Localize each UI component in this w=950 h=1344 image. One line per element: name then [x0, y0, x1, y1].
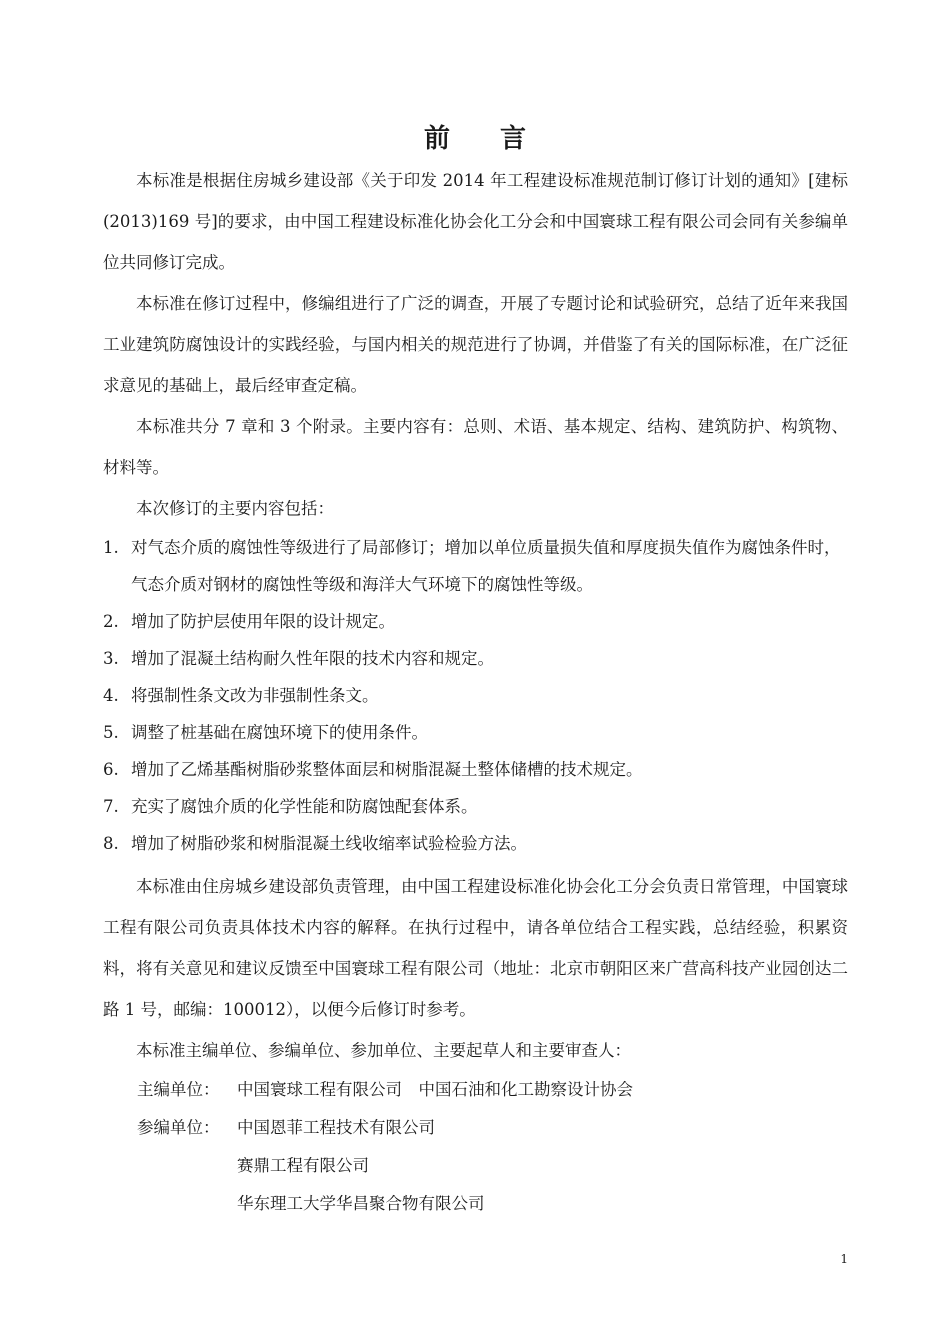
preface-body [103, 160, 848, 1223]
list-item-text: 将强制性条文改为非强制性条文。 [131, 686, 379, 705]
list-item [103, 677, 848, 714]
list-item-number: 8. [103, 834, 119, 853]
paragraph-contents: 本标准共分 7 章和 3 个附录。主要内容有：总则、术语、基本规定、结构、建筑防护、构筑物、材料等。 [103, 417, 848, 477]
revision-list [103, 529, 848, 862]
page-title [0, 118, 950, 155]
chief-unit-row [103, 1071, 848, 1109]
participating-unit: 华东理工大学华昌聚合物有限公司 [237, 1194, 485, 1213]
participating-unit: 中国恩菲工程技术有限公司 [237, 1118, 435, 1137]
participating-unit: 赛鼎工程有限公司 [237, 1156, 369, 1175]
paragraph-basis: 本标准是根据住房城乡建设部《关于印发 2014 年工程建设标准规范制订修订计划的通知》[建标(2013)169 号]的要求，由中国工程建设标准化协会化工分会和中国寰球工程有限公司会同有关参编单位共同修订完成。 [103, 171, 848, 272]
list-item [103, 714, 848, 751]
paragraph-process: 本标准在修订过程中，修编组进行了广泛的调查，开展了专题讨论和试验研究，总结了近年来我国工业建筑防腐蚀设计的实践经验，与国内相关的规范进行了协调，并借鉴了有关的国际标准，在广泛征求意见的基础上，最后经审查定稿。 [103, 294, 848, 395]
list-item-text: 增加了树脂砂浆和树脂混凝土线收缩率试验检验方法。 [131, 834, 527, 853]
list-item [103, 751, 848, 788]
list-item-number: 3. [103, 649, 119, 668]
list-item-text: 增加了乙烯基酯树脂砂浆整体面层和树脂混凝土整体储槽的技术规定。 [131, 760, 643, 779]
paragraph-units-intro: 本标准主编单位、参编单位、参加单位、主要起草人和主要审查人： [136, 1041, 631, 1060]
list-item-number: 5. [103, 723, 119, 742]
list-item-text: 增加了防护层使用年限的设计规定。 [131, 612, 395, 631]
list-item [103, 603, 848, 640]
list-item [103, 640, 848, 677]
list-item-text: 增加了混凝土结构耐久性年限的技术内容和规定。 [131, 649, 494, 668]
chief-unit-label: 主编单位： [137, 1080, 220, 1099]
list-item-number: 7. [103, 797, 119, 816]
list-item-text: 对气态介质的腐蚀性等级进行了局部修订；增加以单位质量损失值和厚度损失值作为腐蚀条件时，气态介质对钢材的腐蚀性等级和海洋大气环境下的腐蚀性等级。 [131, 538, 841, 594]
list-item-text: 调整了桩基础在腐蚀环境下的使用条件。 [131, 723, 428, 742]
participating-unit-label: 参编单位： [137, 1118, 220, 1137]
chief-unit-value: 中国寰球工程有限公司 中国石油和化工勘察设计协会 [237, 1080, 633, 1099]
list-item-text: 充实了腐蚀介质的化学性能和防腐蚀配套体系。 [131, 797, 478, 816]
list-item [103, 825, 848, 862]
list-item [103, 788, 848, 825]
title-char-2: 言 [500, 124, 527, 154]
page-number: 1 [840, 1252, 848, 1266]
list-item [103, 529, 848, 603]
list-item-number: 2. [103, 612, 119, 631]
participating-unit-list [237, 1109, 848, 1223]
list-item-number: 4. [103, 686, 119, 705]
paragraph-revision-intro: 本次修订的主要内容包括： [136, 499, 334, 518]
title-char-1: 前 [423, 124, 450, 154]
paragraph-management: 本标准由住房城乡建设部负责管理，由中国工程建设标准化协会化工分会负责日常管理，中国寰球工程有限公司负责具体技术内容的解释。在执行过程中，请各单位结合工程实践，总结经验，积累资料，将有关意见和建议反馈至中国寰球工程有限公司（地址：北京市朝阳区来广营高科技产业园创达二路 1 号，邮编：100012），以便今后修订时参考。 [103, 877, 848, 1019]
participating-unit-row [103, 1109, 848, 1223]
list-item-number: 6. [103, 760, 119, 779]
list-item-number: 1. [103, 538, 119, 557]
units-section [103, 1071, 848, 1223]
